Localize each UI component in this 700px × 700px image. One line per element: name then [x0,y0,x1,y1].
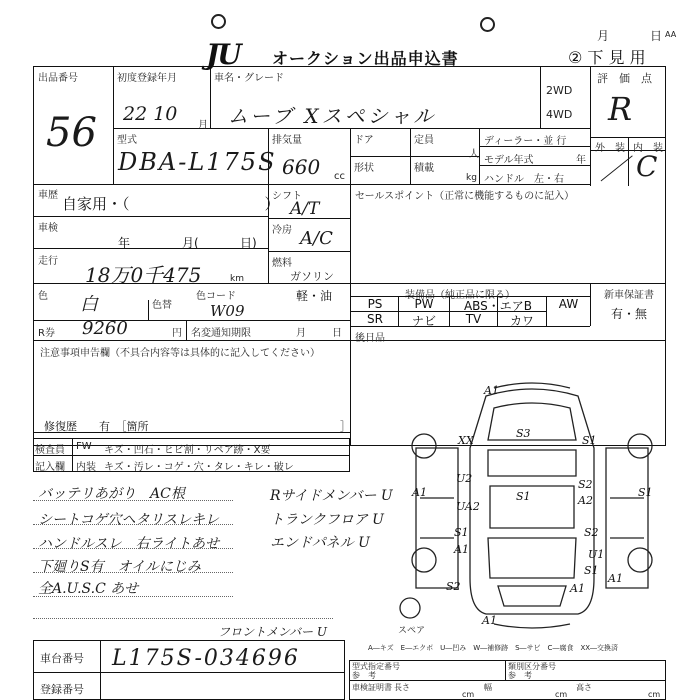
date-aa-label: AA [665,30,677,39]
warranty-value: 有・無 [610,307,647,321]
damage-mark: S1 [454,526,469,539]
deadline-month: 月 [296,328,306,339]
ju-logo: JU [206,38,240,71]
load-unit: kg [466,173,477,183]
aircon-value: A/C [300,228,333,249]
remark-line: バッテリあがり AC根 [38,486,185,502]
date-day-label: 日 [650,29,663,43]
height-label: 高さ [576,683,592,692]
warranty-label: 新車保証書 [604,290,654,301]
height-unit: cm [648,690,661,699]
door-label: ドア [354,135,374,146]
binder-hole-icon [211,14,226,29]
registration-number-label: 登録番号 [40,683,84,696]
lot-number-label: 出品番号 [38,73,78,84]
damage-mark: S2 [584,526,599,539]
damage-mark: S1 [584,564,599,577]
dealer-label: ディーラー・並 行 [484,136,567,147]
recycle-coupon-value: 9260 [82,318,128,339]
model-code-value: DBA-L175S [118,148,277,176]
capacity-unit: 人 [469,149,479,160]
date-month-label: 月 [597,29,610,43]
remark-line: 下廻りS有 オイルにじみ [38,559,201,575]
inspection-month: 月( [182,236,199,250]
color-code-label: 色コード [196,291,236,302]
inspector-label: 検査員 [35,445,65,456]
remark-line: トランクフロア U [270,512,384,528]
reference-label: 参 考 [508,671,532,680]
reference-label: 参 考 [352,671,376,680]
color-value: 白 [80,294,98,315]
cert-label: 車検証明書 [352,683,392,692]
damage-mark: S3 [516,427,531,440]
entry-field-label: 記入欄 [35,462,65,473]
inspection-label: 車検 [38,223,58,234]
deadline-day: 日 [332,328,342,339]
remark-line: 全A.U.S.C あせ [38,581,139,597]
copy-label: ② 下 見 用 [568,48,646,67]
damage-mark: A1 [570,582,585,595]
score-label: 評 価 点 [597,72,652,85]
chassis-number-value: L175S-034696 [112,646,300,671]
drive-2wd: 2WD [546,84,573,97]
width-unit: cm [555,690,568,699]
interior-grade-value: C [636,150,658,183]
equip-tv: TV [465,312,482,326]
displacement-unit: cc [334,171,345,182]
inspection-year: 年 [118,236,131,250]
exterior-grade-value: ／ [600,153,629,186]
damage-mark: A1 [454,543,469,556]
fw-label: FW [76,441,92,452]
length-label: 長さ [394,683,410,692]
mileage-value: 18万0千475 [85,263,202,287]
capacity-label: 定員 [414,135,434,146]
inspection-day: 日) [240,236,257,250]
chassis-note: フロントメンバー U [218,625,327,639]
damage-mark: XX [458,434,474,447]
equip-ps: PS [367,297,383,311]
lot-number-value: 56 [46,110,97,156]
interior-items: キズ・汚レ・コゲ・穴・タレ・キレ・破レ [104,462,294,473]
drive-4wd: 4WD [546,108,573,121]
damage-mark: S1 [516,490,531,503]
equip-navi: ナビ [411,314,436,328]
damage-mark: S2 [578,478,593,491]
damage-mark: S1 [638,486,653,499]
length-unit: cm [462,690,475,699]
fuel-value: ガソリン [290,270,334,283]
remark-line: Rサイドメンバー U [270,488,393,504]
score-value: R [608,90,633,128]
width-label: 幅 [484,683,492,692]
damage-mark: A1 [484,384,499,397]
mileage-unit: km [230,274,244,284]
remark-line: ハンドルスレ 右ライトあせ [38,536,220,552]
car-damage-diagram [398,378,666,640]
repair-history-label: 修復歴 有 ［箇所 [44,420,149,433]
mileage-label: 走行 [38,256,58,267]
model-year-unit: 年 [576,155,586,166]
damage-mark: A2 [578,494,593,507]
first-registration-value: 22 10 [123,103,178,125]
repair-history-end: ］ [340,420,351,433]
type-number-label: 型式指定番号 [352,662,400,671]
steering-label: ハンドル 左・右 [484,174,564,185]
later-items-label: 後日品 [355,333,385,344]
fuel-options: 軽・油 [296,289,333,303]
color-change-label: 色替 [152,300,172,311]
damage-mark: S2 [446,580,461,593]
model-year-label: モデル年式 [484,155,534,166]
equip-abs-airbag: ABS・エアB [463,299,533,313]
first-registration-label: 初度登録年月 [117,73,177,84]
aircon-label: 冷房 [272,225,292,236]
equip-aw: AW [558,297,579,311]
chassis-number-label: 車台番号 [40,652,84,665]
model-code-label: 型式 [117,135,137,146]
damage-mark: U1 [588,548,605,561]
damage-mark: UA2 [456,500,480,513]
damage-mark: U2 [456,472,473,485]
binder-hole-icon [480,17,495,32]
damage-mark: A1 [482,614,497,627]
interior-grade-label: 内 装 [633,143,663,154]
fuel-label: 燃料 [272,258,292,269]
equip-leather: カワ [509,314,534,328]
name-change-deadline-label: 名変通知期限 [191,328,251,339]
color-label: 色 [38,291,48,302]
equip-pw: PW [414,297,434,311]
remark-line: エンドパネル U [270,535,370,551]
shift-value: A/T [290,199,320,219]
spare-label: スペア [398,626,426,636]
exterior-grade-label: 外 装 [595,143,625,154]
damage-legend: A―キズ E―エクボ U―凹み W―補修跡 S―サビ C―腐食 XX―交換済 [368,644,619,652]
history-value: 自家用・（ ） [62,195,280,213]
displacement-value: 660 [282,155,321,179]
color-code-value: W09 [210,302,245,320]
equipment-label: 装備品（純正品に限る） [405,290,515,301]
shift-label: シフト [272,191,302,202]
damage-mark: A1 [412,486,427,499]
notes-label: 注意事項申告欄（不具合内容等は具体的に記入してください） [40,348,320,359]
body-shape-label: 形状 [354,163,374,174]
remark-line: シートコゲ穴ヘタリスレキレ [38,512,220,528]
recycle-coupon-label: R券 [38,328,55,339]
car-name-label: 車名・グレード [214,73,284,84]
displacement-label: 排気量 [272,135,302,146]
history-label: 車歴 [38,190,58,201]
recycle-coupon-unit: 円 [172,328,182,339]
car-name-value: ムーブ Xスペシャル [228,104,437,128]
form-title: オークション出品申込書 [272,49,459,68]
first-registration-month: 月 [198,120,208,131]
sales-point-label: セールスポイント（正常に機能するものに記入） [355,191,575,202]
fw-items: キズ・凹石・ヒビ割・リペア跡・X要 [104,445,271,456]
interior-label: 内装 [76,462,96,473]
damage-mark: A1 [608,572,623,585]
class-number-label: 類別区分番号 [508,662,556,671]
damage-mark: S1 [582,434,597,447]
load-label: 積載 [414,163,434,174]
equip-sr: SR [367,312,383,326]
